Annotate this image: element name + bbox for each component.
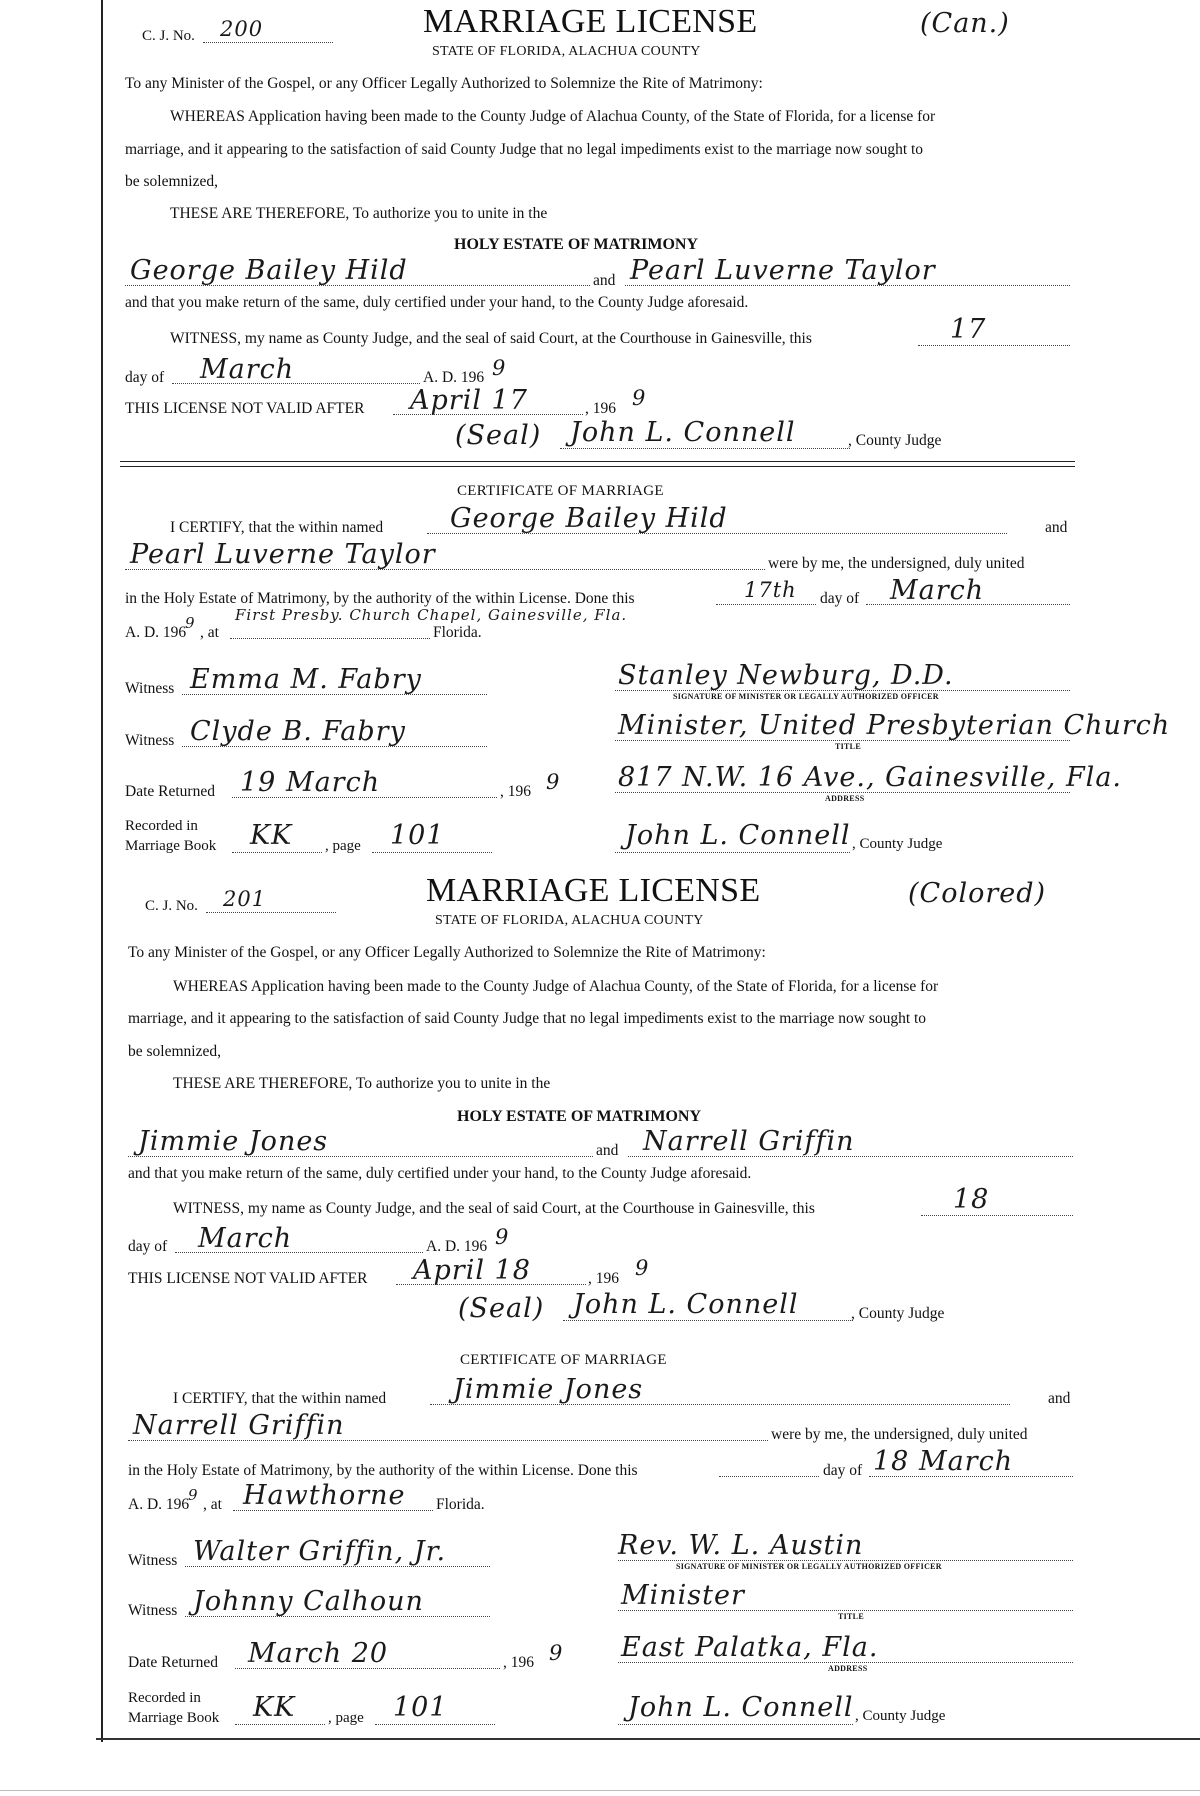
- officer-title-line: [618, 1610, 1073, 1611]
- were-by-me: were by me, the undersigned, duly united: [768, 555, 1025, 572]
- groom-name: George Bailey Hild: [130, 255, 408, 286]
- day-of-cert-label: day of: [820, 590, 860, 607]
- judge-signature: John L. Connell: [570, 417, 796, 448]
- date-returned: March 20: [248, 1638, 389, 1669]
- cj-no-line: [206, 912, 336, 913]
- bride-name: Narrell Griffin: [643, 1126, 855, 1157]
- returned-year-label: , 196: [500, 783, 531, 800]
- judge-sign-line-2: [615, 852, 850, 853]
- witness-day: 18: [953, 1184, 990, 1215]
- officer-address: 817 N.W. 16 Ave., Gainesville, Fla.: [618, 762, 1122, 793]
- signature-caption: SIGNATURE OF MINISTER OR LEGALLY AUTHORIZED OFFICER: [676, 1562, 942, 1571]
- county-judge-label-2: , County Judge: [855, 1708, 946, 1724]
- done-day: 17th: [744, 578, 797, 602]
- witness-2: Johnny Calhoun: [193, 1586, 424, 1617]
- recorded-in-label: Recorded in: [128, 1690, 201, 1706]
- officer-title: Minister, United Presbyterian Church: [618, 710, 1171, 741]
- certificate-title: CERTIFICATE OF MARRIAGE: [460, 1352, 667, 1368]
- ad-at-label: A. D. 196: [125, 624, 187, 641]
- place: First Presby. Church Chapel, Gainesville, Fla.: [235, 606, 628, 624]
- judge-sign-line: [563, 1320, 853, 1321]
- seal-mark: (Seal): [455, 420, 542, 451]
- officer-address-line: [615, 792, 1070, 793]
- license-subtitle: STATE OF FLORIDA, ALACHUA COUNTY: [435, 913, 704, 928]
- address-caption: ADDRESS: [828, 1664, 868, 1673]
- holy-estate-heading: HOLY ESTATE OF MATRIMONY: [454, 236, 699, 253]
- witness-day-line: [918, 345, 1070, 346]
- county-judge-label-2: , County Judge: [852, 836, 943, 852]
- book-line: [232, 852, 322, 853]
- groom-name: Jimmie Jones: [138, 1126, 329, 1157]
- judge-sign-line: [560, 448, 850, 449]
- return-text: and that you make return of the same, duly certified under your hand, to the County Judge aforesaid.: [128, 1165, 752, 1182]
- whereas-line-1: WHEREAS Application having been made to the County Judge of Alachua County, of the State of Florida, for a license for: [170, 108, 936, 125]
- judge-signature-2: John L. Connell: [628, 1692, 854, 1723]
- cert-name-2: Pearl Luverne Taylor: [130, 539, 436, 570]
- done-day-line: [716, 604, 816, 605]
- not-valid-after: April 18: [413, 1255, 531, 1286]
- bottom-border: [96, 1738, 1200, 1740]
- officer-sign-line: [618, 1560, 1073, 1561]
- holy-estate-line: in the Holy Estate of Matrimony, by the authority of the within License. Done this: [125, 590, 635, 607]
- day-of-label: day of: [125, 369, 165, 386]
- witness-day: 17: [950, 314, 987, 345]
- whereas-line-2: marriage, and it appearing to the satisfaction of said County Judge that no legal impediments exist to the marriage now sought to: [128, 1010, 927, 1027]
- county-judge-label: , County Judge: [848, 432, 942, 449]
- page-value: 101: [393, 1692, 448, 1723]
- at-label: , at: [200, 624, 219, 641]
- witness-2-label: Witness: [128, 1602, 178, 1619]
- day-of-label: day of: [128, 1238, 168, 1255]
- page-label: , page: [328, 1710, 364, 1726]
- whereas-line-3: be solemnized,: [125, 173, 218, 190]
- book: KK: [250, 820, 293, 851]
- witness-2-label: Witness: [125, 732, 175, 749]
- cj-no-value: 200: [220, 17, 264, 41]
- book-line: [235, 1724, 325, 1725]
- officer-title: Minister: [621, 1580, 745, 1611]
- judge-signature-2: John L. Connell: [625, 820, 851, 851]
- cj-no-line: [203, 42, 333, 43]
- salutation: To any Minister of the Gospel, or any Officer Legally Authorized to Solemnize the Rite of Matrimony:: [128, 944, 766, 961]
- cert-name-1: Jimmie Jones: [453, 1374, 644, 1405]
- witness-text: WITNESS, my name as County Judge, and the seal of said Court, at the Courthouse in Gainesville, this: [170, 330, 812, 347]
- seal-mark: (Seal): [458, 1293, 545, 1324]
- ad-year-digit: 9: [188, 1486, 199, 1504]
- certificate-title: CERTIFICATE OF MARRIAGE: [457, 483, 664, 499]
- whereas-line-1: WHEREAS Application having been made to the County Judge of Alachua County, of the State of Florida, for a license for: [173, 978, 939, 995]
- ad-label: A. D. 196: [423, 369, 485, 386]
- book: KK: [253, 1692, 296, 1723]
- witness-text: WITNESS, my name as County Judge, and the seal of said Court, at the Courthouse in Gainesville, this: [173, 1200, 815, 1217]
- done-month: 18 March: [873, 1446, 1014, 1477]
- date-returned: 19 March: [240, 767, 381, 798]
- year-digit-2: 9: [635, 1256, 650, 1280]
- officer-signature: Rev. W. L. Austin: [618, 1530, 864, 1561]
- officer-address: East Palatka, Fla.: [621, 1632, 879, 1663]
- title-caption: TITLE: [835, 742, 861, 751]
- month: March: [198, 1223, 293, 1254]
- witness-2: Clyde B. Fabry: [190, 716, 406, 747]
- ad-at-label: A. D. 196: [128, 1496, 190, 1513]
- i-certify-label: I CERTIFY, that the within named: [170, 519, 384, 536]
- race-note: (Colored): [908, 878, 1047, 909]
- florida-label: Florida.: [433, 624, 482, 641]
- address-caption: ADDRESS: [825, 794, 865, 803]
- and-label: and: [596, 1142, 619, 1159]
- witness-1: Walter Griffin, Jr.: [193, 1536, 447, 1567]
- not-valid-label: THIS LICENSE NOT VALID AFTER: [128, 1270, 368, 1287]
- witness-day-line: [921, 1215, 1073, 1216]
- and-label-cert: and: [1045, 519, 1068, 536]
- race-note: (Can.): [920, 8, 1010, 39]
- were-by-me: were by me, the undersigned, duly united: [771, 1426, 1028, 1443]
- ad-year-digit: 9: [185, 614, 196, 632]
- witness-1: Emma M. Fabry: [190, 664, 422, 695]
- ad-label: A. D. 196: [426, 1238, 488, 1255]
- left-margin-rule: [101, 0, 103, 1742]
- year-digit: 9: [495, 1225, 510, 1249]
- and-label-cert: and: [1048, 1390, 1071, 1407]
- return-text: and that you make return of the same, duly certified under your hand, to the County Judge aforesaid.: [125, 294, 749, 311]
- month: March: [200, 354, 295, 385]
- holy-estate-line: in the Holy Estate of Matrimony, by the authority of the within License. Done this: [128, 1462, 638, 1479]
- place: Hawthorne: [243, 1480, 406, 1511]
- holy-estate-heading: HOLY ESTATE OF MATRIMONY: [457, 1108, 702, 1125]
- returned-year-digit: 9: [549, 1641, 564, 1665]
- marriage-book-label: Marriage Book: [125, 838, 217, 854]
- cj-no-label: C. J. No.: [142, 28, 195, 44]
- date-returned-label: Date Returned: [125, 783, 215, 800]
- bride-name: Pearl Luverne Taylor: [630, 255, 936, 286]
- these-are-therefore: THESE ARE THEREFORE, To authorize you to unite in the: [173, 1075, 551, 1092]
- judge-sign-line-2: [618, 1724, 853, 1725]
- returned-year-digit: 9: [546, 770, 561, 794]
- section-divider: [120, 461, 1075, 467]
- officer-signature: Stanley Newburg, D.D.: [618, 660, 954, 691]
- year-label: , 196: [585, 400, 616, 417]
- florida-label: Florida.: [436, 1496, 485, 1513]
- cert-name-2: Narrell Griffin: [133, 1410, 345, 1441]
- done-day-line: [719, 1476, 819, 1477]
- i-certify-label: I CERTIFY, that the within named: [173, 1390, 387, 1407]
- judge-signature: John L. Connell: [573, 1289, 799, 1320]
- these-are-therefore: THESE ARE THEREFORE, To authorize you to unite in the: [170, 205, 548, 222]
- cj-no-value: 201: [223, 887, 267, 911]
- whereas-line-3: be solemnized,: [128, 1043, 221, 1060]
- officer-title-line: [615, 740, 1070, 741]
- officer-sign-line: [615, 690, 1070, 691]
- place-line: [230, 638, 430, 639]
- license-title: MARRIAGE LICENSE: [426, 872, 761, 909]
- witness-1-label: Witness: [125, 680, 175, 697]
- returned-year-label: , 196: [503, 1654, 534, 1671]
- not-valid-after: April 17: [410, 385, 528, 416]
- recorded-in-label: Recorded in: [125, 818, 198, 834]
- cj-no-label: C. J. No.: [145, 898, 198, 914]
- year-digit: 9: [492, 356, 507, 380]
- page-value: 101: [390, 820, 445, 851]
- and-label: and: [593, 272, 616, 289]
- whereas-line-2: marriage, and it appearing to the satisfaction of said County Judge that no legal impediments exist to the marriage now sought to: [125, 141, 924, 158]
- marriage-book-label: Marriage Book: [128, 1710, 220, 1726]
- day-of-cert-label: day of: [823, 1462, 863, 1479]
- page-line: [375, 1724, 495, 1725]
- cert-name-1: George Bailey Hild: [450, 503, 728, 534]
- salutation: To any Minister of the Gospel, or any Officer Legally Authorized to Solemnize the Rite of Matrimony:: [125, 75, 763, 92]
- title-caption: TITLE: [838, 1612, 864, 1621]
- at-label: , at: [203, 1496, 222, 1513]
- year-label: , 196: [588, 1270, 619, 1287]
- done-month: March: [890, 575, 985, 606]
- witness-1-label: Witness: [128, 1552, 178, 1569]
- page-line: [372, 852, 492, 853]
- date-returned-label: Date Returned: [128, 1654, 218, 1671]
- page-edge: [0, 1790, 1200, 1791]
- signature-caption: SIGNATURE OF MINISTER OR LEGALLY AUTHORIZED OFFICER: [673, 692, 939, 701]
- county-judge-label: , County Judge: [851, 1305, 945, 1322]
- license-title: MARRIAGE LICENSE: [423, 3, 758, 40]
- not-valid-label: THIS LICENSE NOT VALID AFTER: [125, 400, 365, 417]
- page-label: , page: [325, 838, 361, 854]
- year-digit-2: 9: [632, 386, 647, 410]
- license-subtitle: STATE OF FLORIDA, ALACHUA COUNTY: [432, 44, 701, 59]
- officer-address-line: [618, 1662, 1073, 1663]
